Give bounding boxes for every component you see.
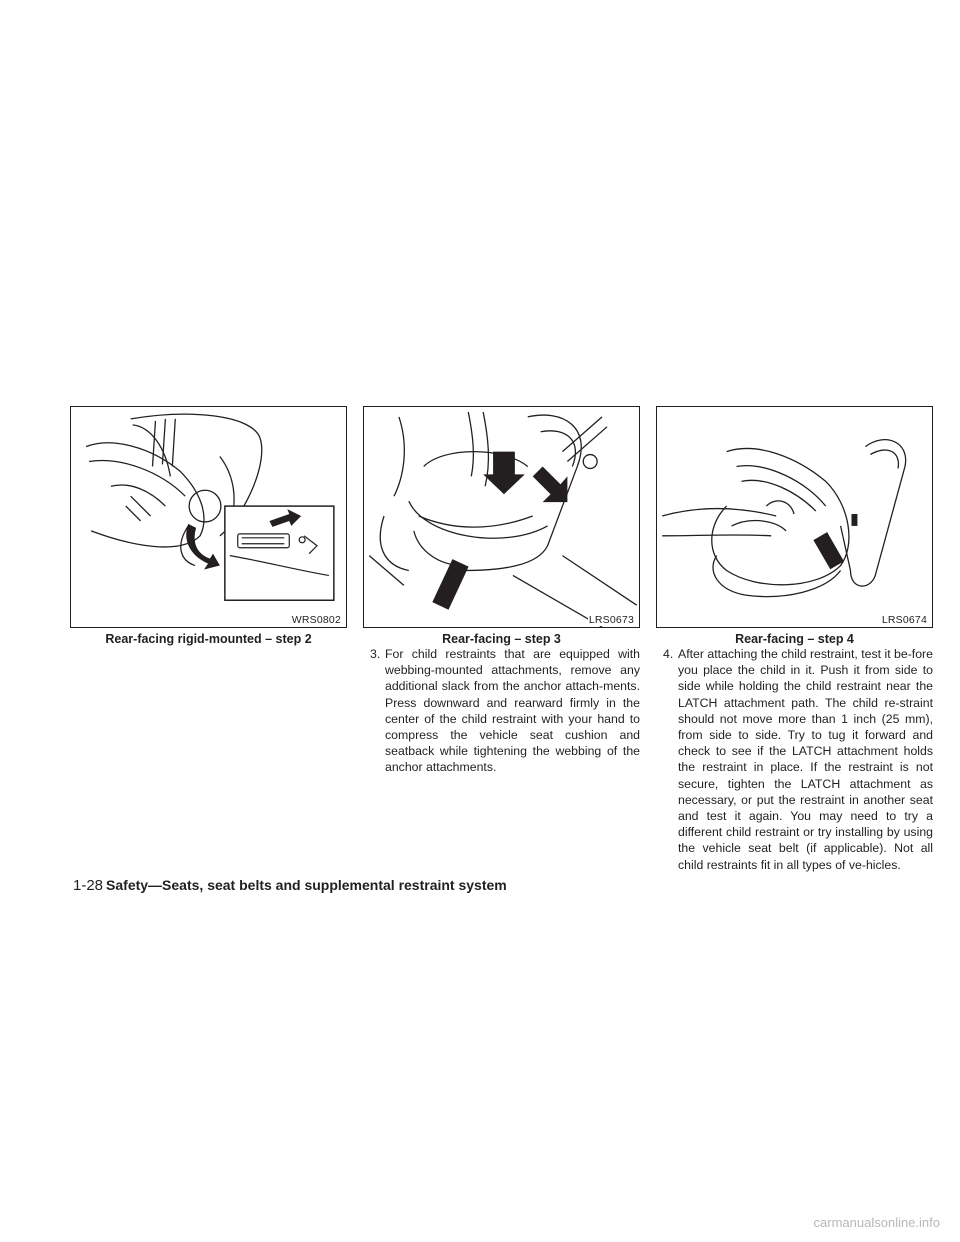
figure-code: LRS0674 [881,614,927,626]
figure-caption: Rear-facing rigid-mounted – step 2 [105,632,312,646]
illustration-test-restraint [657,407,932,627]
figure-step-4 [656,406,933,628]
figure-step-2 [70,406,347,628]
figure-caption: Rear-facing – step 3 [442,632,561,646]
figure-caption: Rear-facing – step 4 [735,632,854,646]
step-3 [370,646,640,776]
illustration-rigid-mounted [71,407,346,627]
watermark: carmanualsonline.info [813,1215,940,1230]
figure-code: LRS0673 [588,614,634,626]
figure-step-3 [363,406,640,628]
step-number: 3. [370,647,381,661]
step-number: 4. [663,647,674,661]
figure-code: WRS0802 [291,614,341,626]
step-4 [663,646,933,873]
illustration-press-down [364,407,639,627]
page-footer [73,877,507,895]
page-number: 1-28 [73,877,104,894]
step-text: For child restraints that are equipped with webbing-mounted attachments, remove any additional slack from the anchor attach-ments. Press downward and rearward firmly in the center of the child restraint with your hand to compress the vehicle seat cushion and seatback while tightening the webbing of the anchor attachments. [385,647,640,775]
step-text: After attaching the child restraint, test it be-fore you place the child in it. Push it from side to side while holding the child restraint near the LATCH attachment path. The child re-straint should not move more than 1 inch (25 mm), from side to side. Try to tug it forward and check to see if the LATCH attachment holds the restraint in place. If the restraint is not secure, tighten the LATCH attachment as necessary, or put the restraint in another seat and test it again. You may need to try a different child restraint or try installing by using the vehicle seat belt (if applicable). Not all child restraints fit in all types of ve-hicles. [678,647,933,872]
section-title: Safety—Seats, seat belts and supplemental restraint system [106,877,507,893]
